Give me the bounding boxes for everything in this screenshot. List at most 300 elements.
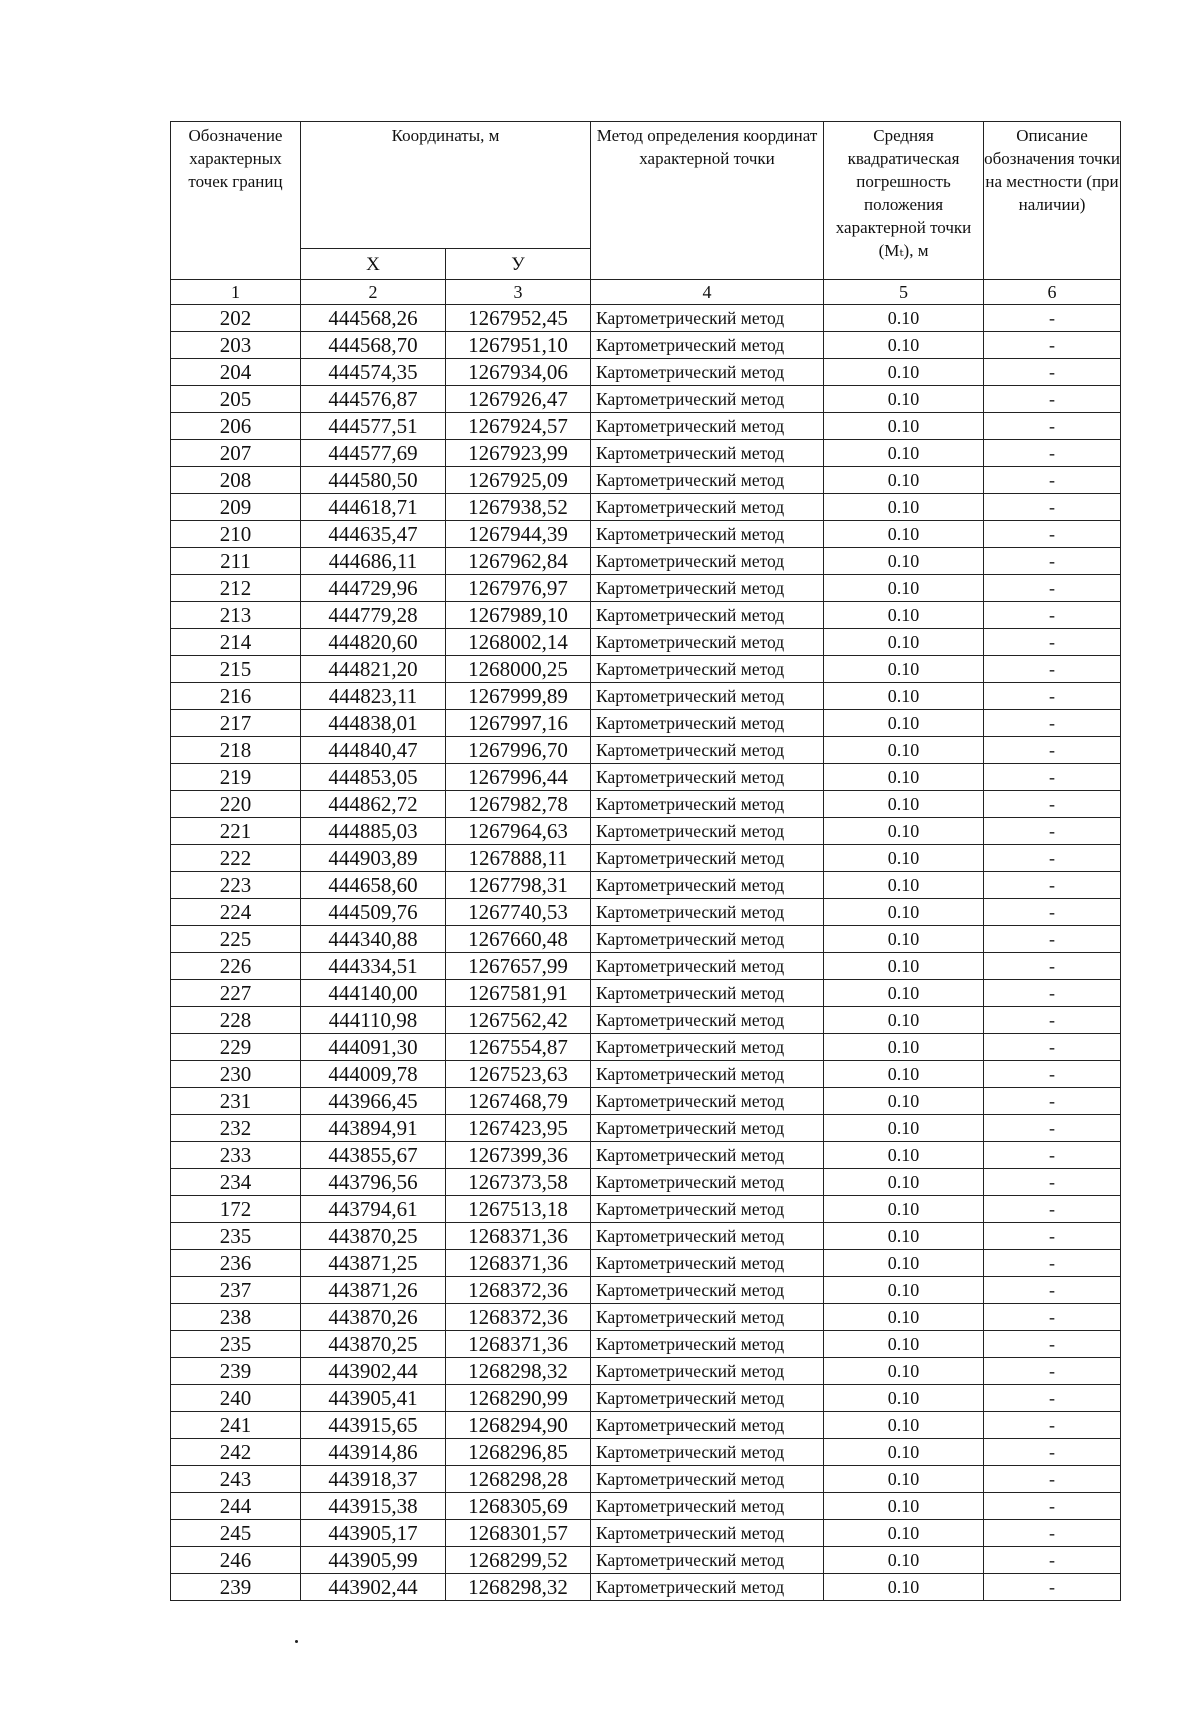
cell-method: Картометрический метод — [591, 575, 824, 602]
cell-coord-y: 1267989,10 — [446, 602, 591, 629]
cell-coord-x: 443915,65 — [301, 1412, 446, 1439]
header-error: Средняя квадратическая погрешность положения характерной точки (Mₜ), м — [824, 122, 984, 280]
table-row — [171, 602, 1121, 629]
cell-coord-x: 444334,51 — [301, 953, 446, 980]
cell-description: - — [984, 548, 1121, 575]
cell-coord-y: 1268372,36 — [446, 1277, 591, 1304]
cell-point-id: 172 — [171, 1196, 301, 1223]
cell-error: 0.10 — [824, 1493, 984, 1520]
cell-coord-y: 1267523,63 — [446, 1061, 591, 1088]
cell-coord-y: 1267952,45 — [446, 305, 591, 332]
cell-method: Картометрический метод — [591, 1061, 824, 1088]
cell-coord-x: 444110,98 — [301, 1007, 446, 1034]
table-row — [171, 899, 1121, 926]
cell-error: 0.10 — [824, 1061, 984, 1088]
table-row — [171, 494, 1121, 521]
cell-point-id: 216 — [171, 683, 301, 710]
cell-point-id: 220 — [171, 791, 301, 818]
header-method: Метод определения координат характерной точки — [591, 122, 824, 280]
cell-point-id: 232 — [171, 1115, 301, 1142]
cell-error: 0.10 — [824, 359, 984, 386]
cell-method: Картометрический метод — [591, 1223, 824, 1250]
cell-method: Картометрический метод — [591, 1358, 824, 1385]
cell-method: Картометрический метод — [591, 737, 824, 764]
cell-coord-y: 1267657,99 — [446, 953, 591, 980]
table-row — [171, 1412, 1121, 1439]
cell-description: - — [984, 791, 1121, 818]
cell-method: Картометрический метод — [591, 1547, 824, 1574]
cell-description: - — [984, 1115, 1121, 1142]
cell-error: 0.10 — [824, 1196, 984, 1223]
table-row — [171, 1466, 1121, 1493]
cell-description: - — [984, 656, 1121, 683]
cell-description: - — [984, 1439, 1121, 1466]
cell-point-id: 223 — [171, 872, 301, 899]
table-row — [171, 656, 1121, 683]
cell-description: - — [984, 1574, 1121, 1601]
cell-error: 0.10 — [824, 656, 984, 683]
table-row — [171, 1385, 1121, 1412]
cell-description: - — [984, 305, 1121, 332]
cell-point-id: 206 — [171, 413, 301, 440]
cell-coord-y: 1267996,70 — [446, 737, 591, 764]
cell-method: Картометрический метод — [591, 413, 824, 440]
cell-method: Картометрический метод — [591, 1250, 824, 1277]
cell-method: Картометрический метод — [591, 1115, 824, 1142]
table-row — [171, 845, 1121, 872]
cell-coord-x: 444577,69 — [301, 440, 446, 467]
cell-coord-x: 443870,25 — [301, 1223, 446, 1250]
cell-coord-y: 1267926,47 — [446, 386, 591, 413]
table-row — [171, 1169, 1121, 1196]
cell-description: - — [984, 359, 1121, 386]
cell-point-id: 239 — [171, 1574, 301, 1601]
cell-error: 0.10 — [824, 548, 984, 575]
cell-method: Картометрический метод — [591, 953, 824, 980]
header-y: У — [446, 249, 591, 280]
cell-error: 0.10 — [824, 926, 984, 953]
cell-coord-x: 444576,87 — [301, 386, 446, 413]
cell-error: 0.10 — [824, 899, 984, 926]
cell-method: Картометрический метод — [591, 1304, 824, 1331]
cell-coord-x: 444340,88 — [301, 926, 446, 953]
cell-error: 0.10 — [824, 440, 984, 467]
cell-coord-y: 1267468,79 — [446, 1088, 591, 1115]
cell-point-id: 233 — [171, 1142, 301, 1169]
cell-point-id: 229 — [171, 1034, 301, 1061]
cell-error: 0.10 — [824, 332, 984, 359]
cell-point-id: 205 — [171, 386, 301, 413]
cell-coord-x: 443914,86 — [301, 1439, 446, 1466]
scan-speck — [295, 1640, 298, 1643]
cell-error: 0.10 — [824, 602, 984, 629]
cell-method: Картометрический метод — [591, 1034, 824, 1061]
cell-coord-x: 443905,41 — [301, 1385, 446, 1412]
cell-coord-x: 444853,05 — [301, 764, 446, 791]
cell-coord-y: 1267513,18 — [446, 1196, 591, 1223]
cell-point-id: 235 — [171, 1331, 301, 1358]
cell-coord-x: 444729,96 — [301, 575, 446, 602]
cell-method: Картометрический метод — [591, 386, 824, 413]
cell-coord-x: 444577,51 — [301, 413, 446, 440]
cell-description: - — [984, 494, 1121, 521]
cell-point-id: 240 — [171, 1385, 301, 1412]
cell-method: Картометрический метод — [591, 683, 824, 710]
cell-error: 0.10 — [824, 413, 984, 440]
cell-error: 0.10 — [824, 1169, 984, 1196]
cell-coord-y: 1267996,44 — [446, 764, 591, 791]
cell-point-id: 210 — [171, 521, 301, 548]
cell-point-id: 224 — [171, 899, 301, 926]
cell-description: - — [984, 386, 1121, 413]
cell-error: 0.10 — [824, 1520, 984, 1547]
cell-error: 0.10 — [824, 1466, 984, 1493]
cell-description: - — [984, 1169, 1121, 1196]
header-point-designation: Обозначение характерных точек границ — [171, 122, 301, 280]
cell-error: 0.10 — [824, 386, 984, 413]
cell-point-id: 241 — [171, 1412, 301, 1439]
cell-method: Картометрический метод — [591, 899, 824, 926]
cell-point-id: 231 — [171, 1088, 301, 1115]
cell-error: 0.10 — [824, 683, 984, 710]
cell-coord-y: 1267923,99 — [446, 440, 591, 467]
cell-point-id: 225 — [171, 926, 301, 953]
table-row — [171, 467, 1121, 494]
cell-method: Картометрический метод — [591, 1007, 824, 1034]
table-row — [171, 1223, 1121, 1250]
table-row — [171, 305, 1121, 332]
table-row — [171, 1304, 1121, 1331]
cell-error: 0.10 — [824, 1250, 984, 1277]
cell-coord-x: 444779,28 — [301, 602, 446, 629]
table-row — [171, 710, 1121, 737]
cell-coord-y: 1268296,85 — [446, 1439, 591, 1466]
cell-coord-x: 443796,56 — [301, 1169, 446, 1196]
cell-coord-y: 1268000,25 — [446, 656, 591, 683]
table-row — [171, 1088, 1121, 1115]
table-row — [171, 629, 1121, 656]
cell-point-id: 244 — [171, 1493, 301, 1520]
cell-description: - — [984, 575, 1121, 602]
cell-description: - — [984, 737, 1121, 764]
table-row — [171, 332, 1121, 359]
header-num-3: 3 — [446, 280, 591, 305]
cell-coord-x: 444140,00 — [301, 980, 446, 1007]
cell-description: - — [984, 845, 1121, 872]
cell-point-id: 211 — [171, 548, 301, 575]
header-num-4: 4 — [591, 280, 824, 305]
cell-coord-x: 444885,03 — [301, 818, 446, 845]
cell-coord-y: 1268305,69 — [446, 1493, 591, 1520]
table-row — [171, 926, 1121, 953]
cell-coord-y: 1268002,14 — [446, 629, 591, 656]
cell-method: Картометрический метод — [591, 494, 824, 521]
cell-coord-x: 444618,71 — [301, 494, 446, 521]
cell-point-id: 245 — [171, 1520, 301, 1547]
table-row — [171, 440, 1121, 467]
cell-description: - — [984, 764, 1121, 791]
cell-method: Картометрический метод — [591, 1493, 824, 1520]
cell-method: Картометрический метод — [591, 764, 824, 791]
cell-point-id: 230 — [171, 1061, 301, 1088]
cell-description: - — [984, 1547, 1121, 1574]
cell-point-id: 243 — [171, 1466, 301, 1493]
cell-coord-y: 1268298,32 — [446, 1358, 591, 1385]
cell-method: Картометрический метод — [591, 872, 824, 899]
cell-coord-y: 1267951,10 — [446, 332, 591, 359]
table-row — [171, 872, 1121, 899]
cell-point-id: 234 — [171, 1169, 301, 1196]
cell-method: Картометрический метод — [591, 1196, 824, 1223]
table-row — [171, 1493, 1121, 1520]
cell-coord-y: 1268371,36 — [446, 1331, 591, 1358]
cell-error: 0.10 — [824, 1412, 984, 1439]
cell-coord-y: 1267997,16 — [446, 710, 591, 737]
cell-error: 0.10 — [824, 1223, 984, 1250]
header-x: X — [301, 249, 446, 280]
cell-coord-x: 443871,25 — [301, 1250, 446, 1277]
cell-description: - — [984, 1493, 1121, 1520]
cell-point-id: 215 — [171, 656, 301, 683]
cell-coord-y: 1267798,31 — [446, 872, 591, 899]
cell-error: 0.10 — [824, 1439, 984, 1466]
cell-coord-x: 444574,35 — [301, 359, 446, 386]
cell-error: 0.10 — [824, 737, 984, 764]
cell-description: - — [984, 1331, 1121, 1358]
table-row — [171, 818, 1121, 845]
cell-coord-y: 1267554,87 — [446, 1034, 591, 1061]
cell-method: Картометрический метод — [591, 845, 824, 872]
table-row — [171, 1007, 1121, 1034]
cell-error: 0.10 — [824, 1385, 984, 1412]
cell-error: 0.10 — [824, 1007, 984, 1034]
cell-point-id: 242 — [171, 1439, 301, 1466]
table-row — [171, 1439, 1121, 1466]
cell-coord-x: 444580,50 — [301, 467, 446, 494]
cell-error: 0.10 — [824, 305, 984, 332]
cell-description: - — [984, 1061, 1121, 1088]
cell-error: 0.10 — [824, 710, 984, 737]
cell-point-id: 227 — [171, 980, 301, 1007]
cell-coord-y: 1267581,91 — [446, 980, 591, 1007]
cell-description: - — [984, 1385, 1121, 1412]
cell-point-id: 235 — [171, 1223, 301, 1250]
cell-method: Картометрический метод — [591, 791, 824, 818]
cell-coord-x: 444821,20 — [301, 656, 446, 683]
cell-coord-x: 443905,99 — [301, 1547, 446, 1574]
cell-point-id: 237 — [171, 1277, 301, 1304]
cell-description: - — [984, 1412, 1121, 1439]
cell-error: 0.10 — [824, 467, 984, 494]
cell-error: 0.10 — [824, 494, 984, 521]
cell-coord-x: 444568,70 — [301, 332, 446, 359]
cell-coord-x: 444862,72 — [301, 791, 446, 818]
cell-method: Картометрический метод — [591, 1142, 824, 1169]
cell-coord-x: 444838,01 — [301, 710, 446, 737]
cell-point-id: 239 — [171, 1358, 301, 1385]
cell-error: 0.10 — [824, 845, 984, 872]
cell-description: - — [984, 872, 1121, 899]
cell-coord-y: 1268294,90 — [446, 1412, 591, 1439]
cell-error: 0.10 — [824, 953, 984, 980]
table-row — [171, 980, 1121, 1007]
cell-method: Картометрический метод — [591, 1331, 824, 1358]
cell-description: - — [984, 953, 1121, 980]
cell-description: - — [984, 926, 1121, 953]
table-row — [171, 791, 1121, 818]
cell-method: Картометрический метод — [591, 1385, 824, 1412]
cell-coord-y: 1267399,36 — [446, 1142, 591, 1169]
cell-coord-y: 1267999,89 — [446, 683, 591, 710]
table-row — [171, 953, 1121, 980]
cell-coord-y: 1267938,52 — [446, 494, 591, 521]
cell-method: Картометрический метод — [591, 548, 824, 575]
cell-point-id: 212 — [171, 575, 301, 602]
cell-method: Картометрический метод — [591, 818, 824, 845]
cell-coord-y: 1268372,36 — [446, 1304, 591, 1331]
cell-coord-x: 444568,26 — [301, 305, 446, 332]
cell-point-id: 217 — [171, 710, 301, 737]
cell-description: - — [984, 413, 1121, 440]
cell-description: - — [984, 602, 1121, 629]
cell-point-id: 202 — [171, 305, 301, 332]
cell-description: - — [984, 899, 1121, 926]
cell-coord-x: 443902,44 — [301, 1574, 446, 1601]
cell-method: Картометрический метод — [591, 332, 824, 359]
table-row — [171, 548, 1121, 575]
cell-error: 0.10 — [824, 575, 984, 602]
cell-coord-y: 1267976,97 — [446, 575, 591, 602]
cell-method: Картометрический метод — [591, 467, 824, 494]
cell-coord-x: 443915,38 — [301, 1493, 446, 1520]
cell-method: Картометрический метод — [591, 521, 824, 548]
cell-method: Картометрический метод — [591, 710, 824, 737]
cell-error: 0.10 — [824, 818, 984, 845]
cell-point-id: 221 — [171, 818, 301, 845]
cell-point-id: 209 — [171, 494, 301, 521]
cell-method: Картометрический метод — [591, 1277, 824, 1304]
cell-coord-x: 444823,11 — [301, 683, 446, 710]
table-body — [171, 305, 1121, 1601]
cell-error: 0.10 — [824, 791, 984, 818]
cell-description: - — [984, 1304, 1121, 1331]
cell-point-id: 207 — [171, 440, 301, 467]
cell-method: Картометрический метод — [591, 1520, 824, 1547]
cell-coord-x: 444009,78 — [301, 1061, 446, 1088]
header-description: Описание обозначения точки на местности (при наличии) — [984, 122, 1121, 280]
cell-error: 0.10 — [824, 980, 984, 1007]
cell-coord-x: 443870,25 — [301, 1331, 446, 1358]
cell-error: 0.10 — [824, 1331, 984, 1358]
cell-coord-x: 443855,67 — [301, 1142, 446, 1169]
cell-error: 0.10 — [824, 1574, 984, 1601]
cell-error: 0.10 — [824, 872, 984, 899]
cell-description: - — [984, 1466, 1121, 1493]
cell-error: 0.10 — [824, 764, 984, 791]
cell-description: - — [984, 467, 1121, 494]
cell-coord-y: 1268290,99 — [446, 1385, 591, 1412]
cell-coord-x: 443871,26 — [301, 1277, 446, 1304]
cell-point-id: 226 — [171, 953, 301, 980]
cell-method: Картометрический метод — [591, 1169, 824, 1196]
cell-error: 0.10 — [824, 521, 984, 548]
cell-coord-x: 443794,61 — [301, 1196, 446, 1223]
cell-coord-y: 1267562,42 — [446, 1007, 591, 1034]
cell-point-id: 219 — [171, 764, 301, 791]
cell-method: Картометрический метод — [591, 980, 824, 1007]
cell-description: - — [984, 1142, 1121, 1169]
cell-description: - — [984, 710, 1121, 737]
table-row — [171, 1547, 1121, 1574]
table-row — [171, 1520, 1121, 1547]
cell-coord-x: 443905,17 — [301, 1520, 446, 1547]
table-row — [171, 1574, 1121, 1601]
header-num-1: 1 — [171, 280, 301, 305]
cell-description: - — [984, 1277, 1121, 1304]
cell-method: Картометрический метод — [591, 629, 824, 656]
cell-description: - — [984, 440, 1121, 467]
cell-description: - — [984, 1223, 1121, 1250]
cell-error: 0.10 — [824, 1277, 984, 1304]
cell-description: - — [984, 1088, 1121, 1115]
cell-coord-x: 444686,11 — [301, 548, 446, 575]
cell-coord-y: 1268371,36 — [446, 1223, 591, 1250]
table-row — [171, 521, 1121, 548]
cell-description: - — [984, 1520, 1121, 1547]
cell-coord-y: 1267934,06 — [446, 359, 591, 386]
table-row — [171, 359, 1121, 386]
cell-coord-y: 1267660,48 — [446, 926, 591, 953]
table-row — [171, 1034, 1121, 1061]
header-num-2: 2 — [301, 280, 446, 305]
cell-error: 0.10 — [824, 1034, 984, 1061]
cell-method: Картометрический метод — [591, 359, 824, 386]
cell-coord-x: 444903,89 — [301, 845, 446, 872]
cell-point-id: 208 — [171, 467, 301, 494]
cell-description: - — [984, 818, 1121, 845]
table-row — [171, 413, 1121, 440]
table-row — [171, 1115, 1121, 1142]
table-row — [171, 737, 1121, 764]
cell-coord-y: 1267925,09 — [446, 467, 591, 494]
table-row — [171, 1331, 1121, 1358]
cell-description: - — [984, 1250, 1121, 1277]
cell-point-id: 246 — [171, 1547, 301, 1574]
cell-description: - — [984, 980, 1121, 1007]
table-row — [171, 764, 1121, 791]
cell-description: - — [984, 1007, 1121, 1034]
cell-error: 0.10 — [824, 1358, 984, 1385]
cell-coord-x: 444091,30 — [301, 1034, 446, 1061]
cell-coord-y: 1268301,57 — [446, 1520, 591, 1547]
cell-coord-y: 1267962,84 — [446, 548, 591, 575]
cell-coord-x: 443918,37 — [301, 1466, 446, 1493]
cell-point-id: 203 — [171, 332, 301, 359]
cell-description: - — [984, 1034, 1121, 1061]
table-row — [171, 386, 1121, 413]
cell-point-id: 236 — [171, 1250, 301, 1277]
cell-coord-y: 1267888,11 — [446, 845, 591, 872]
cell-coord-y: 1267944,39 — [446, 521, 591, 548]
table-row — [171, 1061, 1121, 1088]
cell-coord-x: 444509,76 — [301, 899, 446, 926]
cell-description: - — [984, 1358, 1121, 1385]
cell-error: 0.10 — [824, 1304, 984, 1331]
cell-error: 0.10 — [824, 1142, 984, 1169]
cell-description: - — [984, 332, 1121, 359]
cell-method: Картометрический метод — [591, 305, 824, 332]
cell-coord-x: 444658,60 — [301, 872, 446, 899]
